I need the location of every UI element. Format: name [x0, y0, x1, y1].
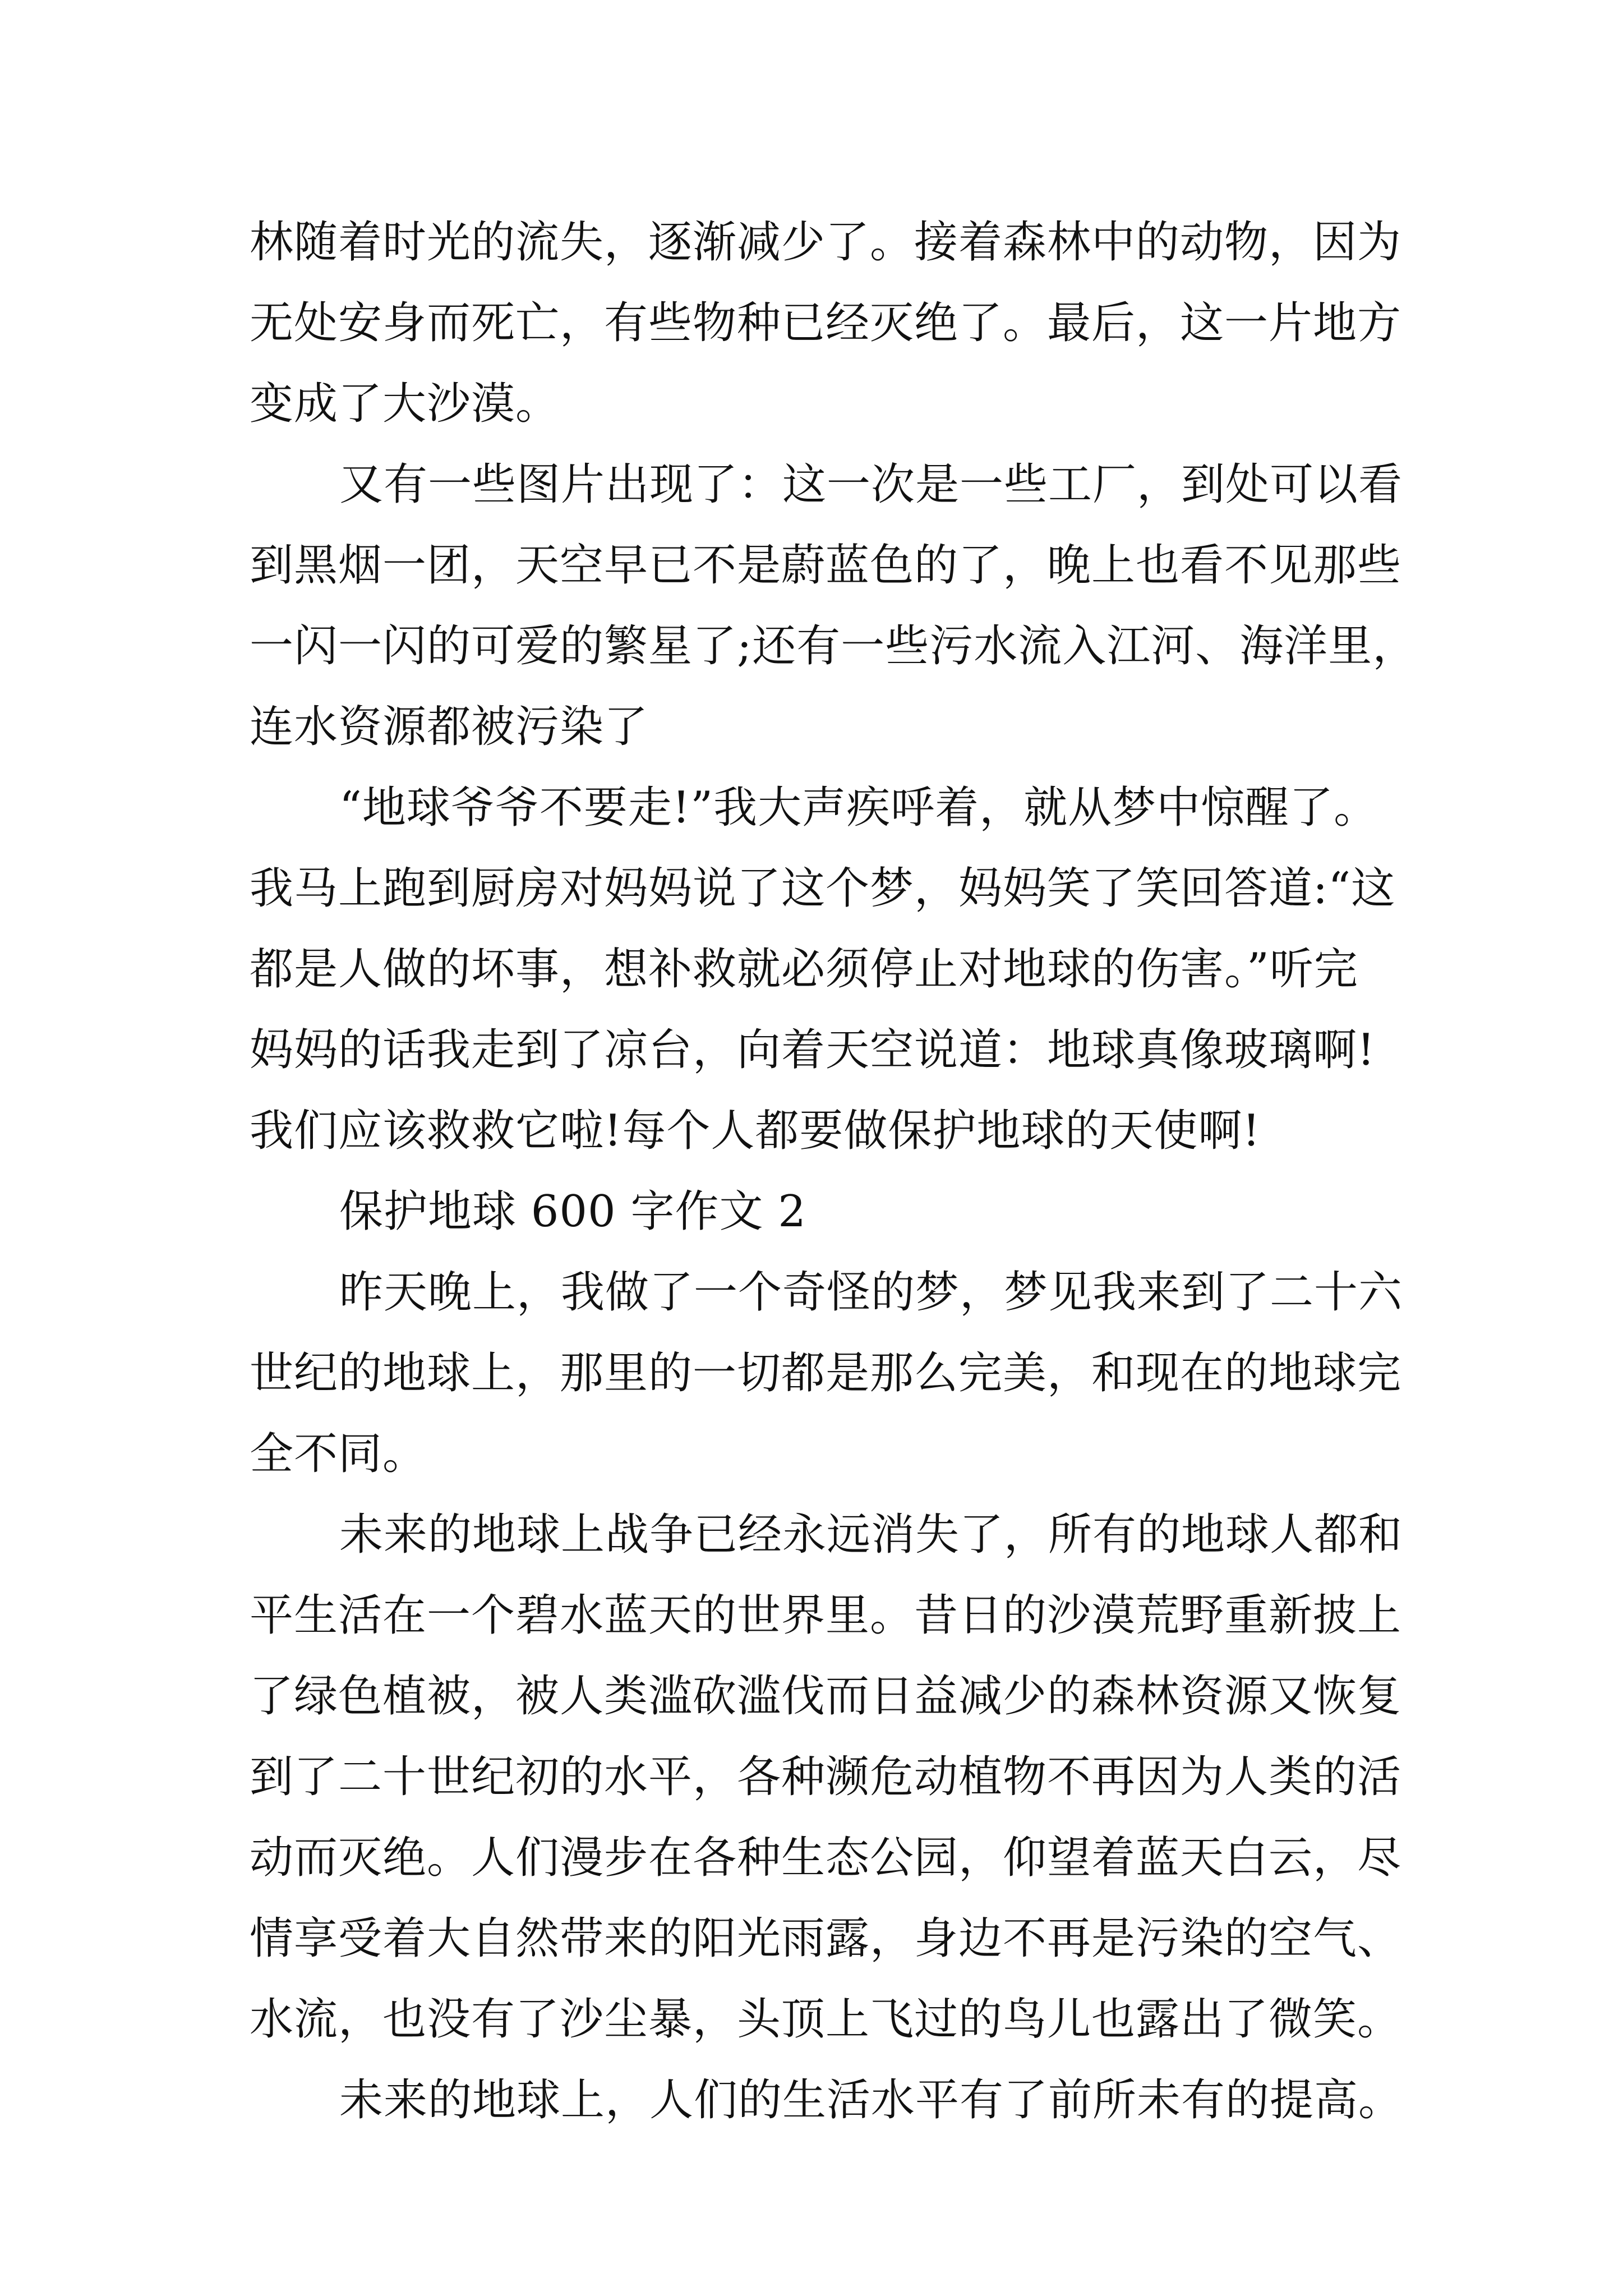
text-line: 又有一些图片出现了：这一次是一些工厂，到处可以看	[339, 459, 1403, 510]
text-line: 一闪一闪的可爱的繁星了;还有一些污水流入江河、海洋里，	[250, 621, 1417, 671]
text-line: 昨天晚上，我做了一个奇怪的梦，梦见我来到了二十六	[339, 1267, 1403, 1318]
text-line: 都是人做的坏事，想补救就必须停止对地球的伤害。”听完	[250, 944, 1358, 995]
essay-body	[250, 202, 1427, 2141]
text-line: 水流，也没有了沙尘暴，头顶上飞过的鸟儿也露出了微笑。	[250, 1994, 1402, 2045]
text-line: 到黑烟一团，天空早已不是蔚蓝色的了，晚上也看不见那些	[250, 540, 1402, 591]
text-line: 了绿色植被，被人类滥砍滥伐而日益减少的森林资源又恢复	[250, 1671, 1402, 1722]
text-line: 情享受着大自然带来的阳光雨露，身边不再是污染的空气、	[250, 1913, 1402, 1964]
text-line: 全不同。	[250, 1429, 427, 1479]
text-line: 我们应该救救它啦!每个人都要做保护地球的天使啊!	[250, 1106, 1261, 1156]
text-line: 变成了大沙漠。	[250, 379, 560, 429]
text-line: 世纪的地球上，那里的一切都是那么完美，和现在的地球完	[250, 1348, 1402, 1398]
text-line: 未来的地球上，人们的生活水平有了前所未有的提高。	[339, 2075, 1403, 2125]
text-line: 到了二十世纪初的水平，各种濒危动植物不再因为人类的活	[250, 1752, 1402, 1802]
text-line: 连水资源都被污染了	[250, 702, 649, 752]
text-line: 林随着时光的流失，逐渐减少了。接着森林中的动物，因为	[250, 217, 1402, 268]
section-heading: 保护地球 600 字作文 2	[339, 1186, 806, 1237]
text-line: 未来的地球上战争已经永远消失了，所有的地球人都和	[339, 1510, 1403, 1560]
text-line: 动而灭绝。人们漫步在各种生态公园，仰望着蓝天白云，尽	[250, 1833, 1402, 1883]
text-line: 我马上跑到厨房对妈妈说了这个梦，妈妈笑了笑回答道:“这	[250, 863, 1396, 914]
text-line: 无处安身而死亡，有些物种已经灭绝了。最后，这一片地方	[250, 298, 1402, 348]
text-line: 妈妈的话我走到了凉台，向着天空说道：地球真像玻璃啊!	[250, 1025, 1376, 1075]
text-line: 平生活在一个碧水蓝天的世界里。昔日的沙漠荒野重新披上	[250, 1590, 1402, 1641]
text-line: “地球爷爷不要走!”我大声疾呼着，就从梦中惊醒了。	[339, 783, 1378, 833]
